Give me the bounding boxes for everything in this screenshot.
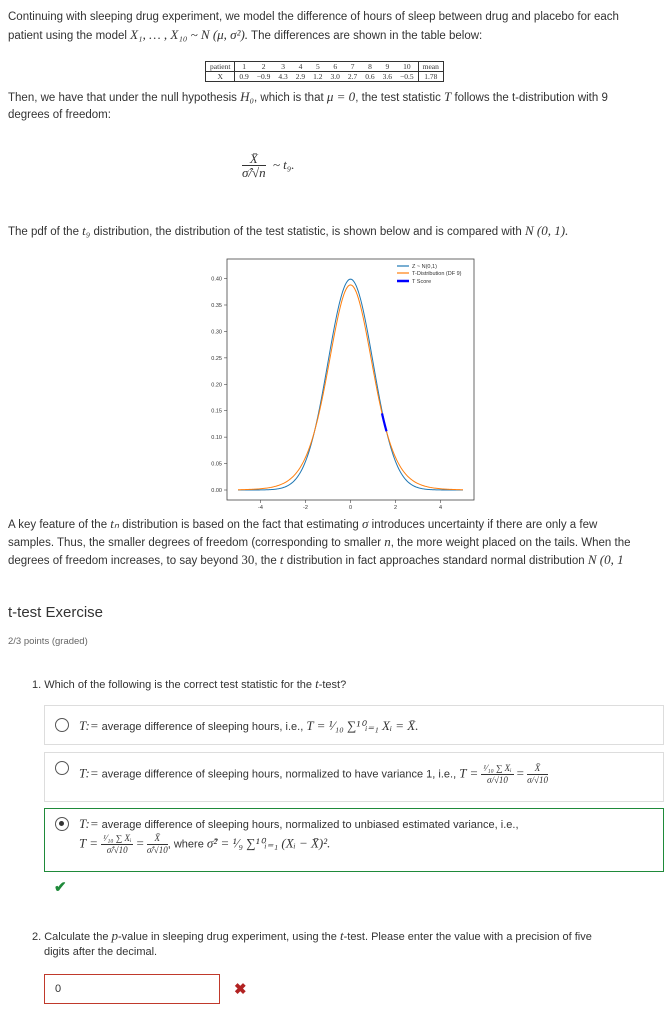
option-text: average difference of sleeping hours, normalized to have variance 1, i.e.,: [98, 768, 460, 781]
t-math: t: [279, 552, 284, 567]
table-cell: 7: [344, 62, 361, 72]
plot-frame: [227, 259, 474, 500]
option-lead: T:=: [79, 718, 99, 733]
table-cell: 4: [292, 62, 309, 72]
kf-text: A key feature of the: [8, 519, 111, 531]
thirty-math: 30: [241, 552, 255, 567]
sigma-math: σ: [362, 516, 369, 531]
hyp-text: , the test statistic: [355, 92, 445, 104]
q1-option-2[interactable]: [44, 752, 664, 802]
q2-text: 2. Calculate the: [32, 931, 112, 943]
option-label: [79, 816, 519, 832]
t-math: t: [339, 928, 344, 943]
keyfeature-line-2: [8, 533, 660, 552]
hyp-text: Then, we have that under the null hypothesis: [8, 92, 241, 104]
frac-num: ¹⁄₁₀ ∑ Xᵢ: [103, 833, 132, 843]
n01-math: N (0, 1).: [524, 223, 569, 238]
y-tick-label: 0.00: [211, 488, 222, 494]
table-cell: 10: [396, 62, 418, 72]
y-tick-label: 0.35: [211, 303, 222, 309]
table-cell: 0.6: [361, 72, 378, 82]
hyp-text: , which is that: [254, 92, 327, 104]
table-header-label: patient: [206, 62, 235, 72]
legend-label-t: T-Distribution (DF 9): [412, 271, 462, 277]
frac-den: σ/√10: [487, 775, 508, 785]
table-cell: 8: [361, 62, 378, 72]
table-cell: 1.2: [309, 72, 326, 82]
exercise-title: t-test Exercise: [8, 604, 104, 621]
kf-text: samples. Thus, the smaller degrees of freedom (corresponding to smaller: [8, 537, 385, 549]
equals: =: [516, 765, 524, 781]
table-cell: 5: [309, 62, 326, 72]
y-tick-label: 0.10: [211, 435, 222, 442]
table-header-row: [206, 62, 444, 72]
frac-den: σ/√10: [527, 775, 548, 785]
incorrect-x-icon: ✖: [234, 981, 247, 998]
option-label: [79, 763, 548, 786]
pdf-chart: [200, 256, 480, 511]
question-2-line-2: digits after the decimal.: [44, 946, 158, 958]
p-value-input[interactable]: 0: [44, 974, 220, 1004]
where-math: σ̂² = ¹⁄₉ ∑¹⁰ᵢ₌₁ (Xᵢ − X̄)².: [206, 835, 331, 851]
table-cell: 3: [274, 62, 291, 72]
q1-text: -test?: [318, 679, 347, 691]
table-cell: −0.9: [253, 72, 275, 82]
keyfeature-line-1: [8, 515, 660, 534]
option-text: average difference of sleeping hours, normalized to unbiased estimated variance, i.e.,: [98, 819, 519, 831]
q1-option-3[interactable]: [44, 808, 664, 872]
radio-button[interactable]: [55, 718, 69, 732]
table-cell: 1: [235, 62, 253, 72]
table-mean-value: 1.78: [418, 72, 443, 82]
intro-text-b: The differences are shown in the table below:: [248, 30, 483, 42]
formula-den: σ̂/√n: [242, 165, 266, 180]
intro-text-a: patient using the model: [8, 30, 131, 42]
y-tick-label: 0.40: [211, 276, 222, 283]
table-cell: 3.0: [327, 72, 344, 82]
table-mean-label: mean: [418, 62, 443, 72]
table-cell: 9: [379, 62, 396, 72]
option-text: average difference of sleeping hours, i.e.,: [98, 721, 307, 733]
option-formula: [79, 833, 330, 856]
kf-text: distribution is based on the fact that estimating: [119, 519, 363, 531]
formula-rhs: ~ t₉.: [272, 156, 295, 172]
y-tick-label: 0.30: [211, 329, 222, 336]
option-fraction: [147, 833, 168, 856]
tn-math: tₙ: [110, 516, 120, 531]
q1-option-1[interactable]: [44, 705, 664, 745]
correct-check-icon: ✔: [54, 879, 67, 896]
option-label: [79, 718, 419, 734]
pdf-text: The pdf of the: [8, 226, 83, 238]
option-lead: T:=: [79, 765, 99, 781]
frac-num: ¹⁄₁₀ ∑ Xᵢ: [483, 763, 512, 773]
mu0-math: μ = 0: [326, 89, 356, 104]
table-cell: 2: [253, 62, 275, 72]
option-math: T = ¹⁄₁₀ ∑¹⁰ᵢ₌₁ Xᵢ = X̄.: [306, 718, 419, 733]
table-row: [206, 72, 444, 82]
x-tick-label: -2: [303, 505, 308, 511]
x-tick-label: 2: [393, 505, 398, 511]
y-tick-label: 0.05: [211, 461, 222, 468]
equals: =: [136, 835, 144, 851]
hypothesis-line-2: degrees of freedom:: [8, 109, 111, 121]
kf-text: , the more weight placed on the tails. When the: [390, 537, 631, 549]
q1-text: 1. Which of the following is the correct test statistic for the: [32, 679, 316, 691]
exercise-points: 2/3 points (graded): [8, 636, 88, 647]
frac-den: σ̂/√10: [106, 845, 128, 855]
q2-text: -test. Please enter the value with a precision of five: [343, 931, 592, 943]
kf-text: degrees of freedom increases, to say beyond: [8, 555, 242, 567]
option-fraction: [481, 763, 513, 786]
t9-math: t₉: [82, 223, 91, 238]
p-math: p: [111, 928, 118, 943]
table-cell: 0.9: [235, 72, 253, 82]
kf-text: introduces uncertainty if there are only a few: [368, 519, 598, 531]
y-tick-label: 0.15: [211, 408, 222, 415]
option-lead: T:=: [79, 816, 99, 831]
table-cell: 2.9: [292, 72, 309, 82]
test-statistic-formula: [242, 152, 295, 179]
kf-text: , the: [254, 555, 280, 567]
x-tick-label: 4: [438, 505, 443, 511]
model-math: X₁, … , X₁₀ ~ N (μ, σ²).: [130, 27, 249, 42]
n01-math: N (0, 1: [587, 552, 624, 567]
option-fraction: [101, 833, 133, 856]
frac-num: X̄: [147, 833, 168, 845]
question-2: [32, 928, 657, 945]
table-cell: 6: [327, 62, 344, 72]
h0-math: H₀: [240, 89, 254, 104]
where-text: , where: [167, 838, 207, 851]
intro-line-1: Continuing with sleeping drug experiment, we model the difference of hours of sleep between drug and placebo for each: [8, 11, 619, 23]
data-table: [205, 61, 444, 82]
option-t: T =: [79, 835, 99, 851]
table-row-label: X: [206, 72, 235, 82]
legend-label-normal: Z ~ N(0,1): [412, 264, 437, 270]
option-fraction: [527, 763, 548, 786]
frac-num: X̄: [527, 763, 548, 775]
pdf-text: distribution, the distribution of the test statistic, is shown below and is compared with: [90, 226, 525, 238]
table-cell: 2.7: [344, 72, 361, 82]
t-math: t: [315, 676, 319, 691]
option-math: T =: [459, 765, 479, 781]
table-cell: −0.5: [396, 72, 418, 82]
formula-fraction: [242, 152, 266, 179]
table-cell: 4.3: [274, 72, 291, 82]
radio-button[interactable]: [55, 761, 69, 775]
legend-label-tscore: T Score: [412, 279, 432, 285]
x-tick-label: -4: [258, 505, 263, 511]
hypothesis-line-1: [8, 88, 660, 107]
radio-button-selected[interactable]: [55, 817, 69, 831]
keyfeature-line-3: [8, 551, 660, 570]
x-tick-label: 0: [348, 505, 353, 511]
n-math: n: [384, 534, 391, 549]
table-cell: 3.6: [379, 72, 396, 82]
y-tick-label: 0.25: [211, 355, 222, 362]
formula-num: X̄: [242, 152, 266, 166]
kf-text: distribution in fact approaches standard normal distribution: [283, 555, 588, 567]
intro-line-2: [8, 26, 660, 45]
question-1: [32, 676, 346, 693]
frac-den: σ̂/√10: [146, 845, 168, 855]
t-math: T: [444, 89, 452, 104]
q2-text: -value in sleeping drug experiment, using the: [118, 931, 340, 943]
pdf-description: [8, 222, 660, 241]
y-tick-label: 0.20: [211, 382, 222, 389]
hyp-text: follows the t-distribution with 9: [451, 92, 608, 104]
